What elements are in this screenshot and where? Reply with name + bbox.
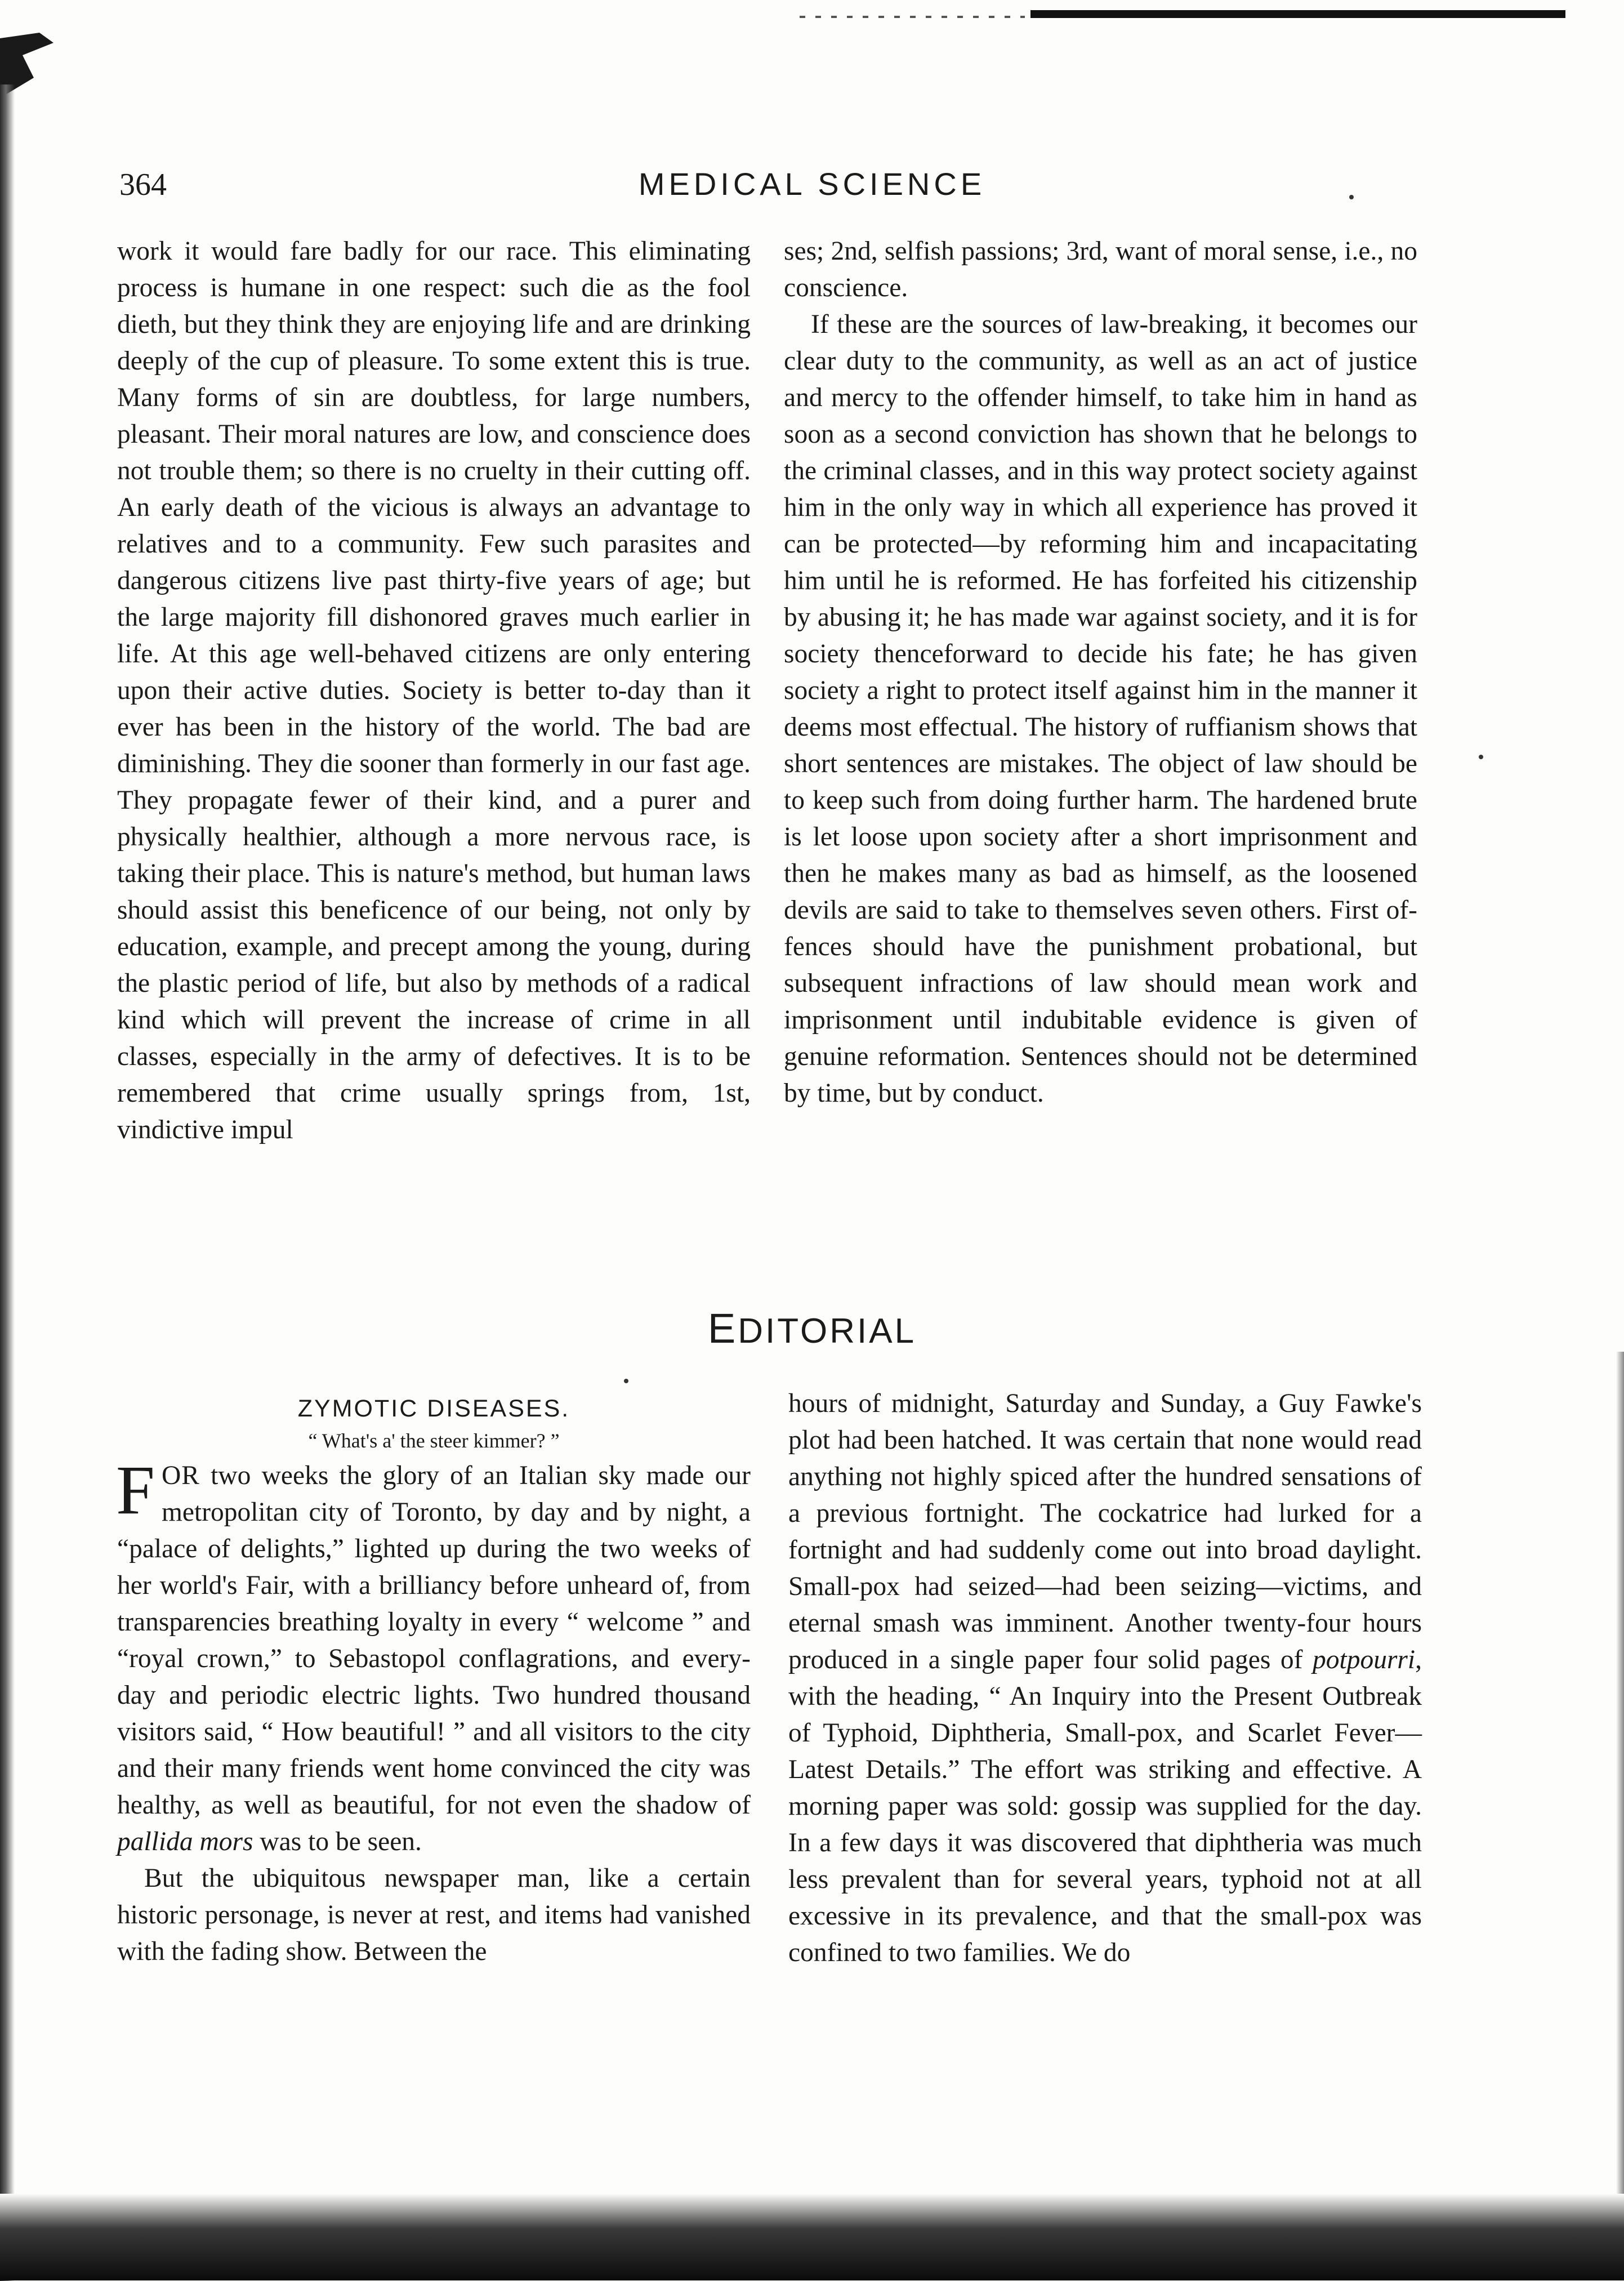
editorial-p1-end: was to be seen.	[253, 1827, 422, 1856]
epigraph: “ What's a' the steer kimmer? ”	[308, 1429, 560, 1452]
editorial-left-column	[117, 1385, 751, 1970]
scan-bottom-edge	[0, 2194, 1624, 2280]
editorial-right-column	[788, 1385, 1422, 1971]
running-head: MEDICAL SCIENCE	[638, 166, 986, 202]
lead-word: OR	[161, 1461, 200, 1490]
editorial-right-paragraph	[788, 1385, 1422, 1971]
scan-top-rule	[1030, 10, 1565, 18]
page-number: 364	[119, 167, 167, 202]
stray-dot	[624, 1379, 628, 1383]
editorial-paragraph-2: But the ubiquitous newspaper man, like a certain historic personage, is never at rest, and items had vanished with the fading show. Between the	[117, 1864, 751, 1966]
scan-right-edge	[1616, 1352, 1624, 2197]
editorial-title-rest: DITORIAL	[738, 1312, 917, 1351]
drop-cap: F	[116, 1451, 155, 1529]
editorial-title-cap: E	[707, 1305, 738, 1352]
editorial-p1-italic: pallida mors	[117, 1827, 253, 1856]
editorial-paragraph-1	[116, 1451, 751, 1860]
article-title: ZYMOTIC DISEASES.	[297, 1395, 570, 1422]
editorial-section-title	[0, 1304, 1624, 1352]
scan-left-edge	[0, 84, 15, 2281]
medical-science-right-column	[784, 233, 1417, 1112]
ms-right-paragraph-1: ses; 2nd, selfish passions; 3rd, want of moral sense, i.e., no conscience.	[784, 237, 1417, 302]
stray-dot	[1349, 195, 1354, 199]
editorial-right-italic: potpourri	[1313, 1645, 1416, 1674]
editorial-right-part-1: hours of midnight, Saturday and Sunday, a Guy Fawke's plot had been hatched. It was certain that none would read anything not highly spiced after the hundred sensations of a previous fortnight. The cockatrice had lurked for a fortnight and had suddenly come out into broad daylight. Small-pox had seized—had been seizing—victims, and eternal smash was imminent. Another twenty-four hours produced in a single paper four solid pages of	[788, 1389, 1422, 1674]
medical-science-left-column	[117, 233, 751, 1148]
ms-right-paragraph-2: If these are the sources of law-breaking, it becomes our clear duty to the community, as well as an act of justice and mercy to the offender himself, to take him in hand as soon as a second conviction has shown that he belongs to the criminal classes, and in this way protect society against him in the only way in which all experience has proved it can be protected—by reforming him and incapacitating him until he is reformed. He has forfeited his citizenship by abusing it; he has made war against society, and it is for society thenceforward to decide his fate; he has given society a right to protect itself against him in the manner it deems most effectual. The history of ruffianism shows that short sentences are mistakes. The object of law should be to keep such from doing further harm. The hardened brute is let loose upon society after a short imprisonment and then he makes many as bad as himself, as the loosened devils are said to take to themselves seven others. First offences should have the punishment probational, but subsequent infractions of law should mean work and imprisonment until indubitable evidence is given of genuine reformation. Sentences should not be determined by time, but by conduct.	[784, 310, 1417, 1108]
editorial-p1-text: two weeks the glory of an Italian sky made our metropolitan city of Toronto, by day and by night, a “palace of delights,” lighted up during the two weeks of her world's Fair, with a brilliancy before unheard of, from transparencies breathing loyalty in every “ welcome ” and “royal crown,” to Sebastopol conflagrations, and every-day and periodic electric lights. Two hundred thousand visitors said, “ How beautiful! ” and all visitors to the city and their many friends went home convinced the city was healthy, as well as beautiful, for not even the shadow of	[117, 1461, 751, 1820]
scan-top-dots	[800, 16, 1025, 18]
stray-dot	[1479, 755, 1483, 759]
ms-left-paragraph: work it would fare badly for our race. This eliminating process is humane in one respect: such die as the fool dieth, but they think they are enjoying life and are drinking deeply of the cup of pleasure. To some extent this is true. Many forms of sin are doubtless, for large numbers, pleasant. Their moral natures are low, and conscience does not trouble them; so there is no cruelty in their cutting off. An early death of the vicious is always an advantage to relatives and to a community. Few such parasites and dangerous citizens live past thirty-five years of age; but the large majority fill dishonored graves much earlier in life. At this age well-behaved citizens are only entering upon their active duties. Society is better to-day than it ever has been in the history of the world. The bad are diminishing. They die sooner than formerly in our fast age. They propagate fewer of their kind, and a purer and physically healthier, although a more nervous race, is taking their place. This is nature's method, but human laws should assist this beneficence of our being, not only by education, example, and precept among the young, during the plastic period of life, but also by methods of a radical kind which will prevent the increase of crime in all classes, especially in the army of defectives. It is to be remembered that crime usually springs from, 1st, vindictive impul	[117, 237, 751, 1144]
editorial-right-part-2: , with the heading, “ An Inquiry into the Present Outbreak of Typhoid, Diphtheria, Small-pox, and Scarlet Fever—Latest Details.” The effort was striking and effective. A morning paper was sold: gossip was supplied for the day. In a few days it was discovered that diphtheria was much less prevalent than for several years, typhoid not at all excessive in its prevalence, and that the small-pox was confined to two families. We do	[788, 1645, 1422, 1967]
